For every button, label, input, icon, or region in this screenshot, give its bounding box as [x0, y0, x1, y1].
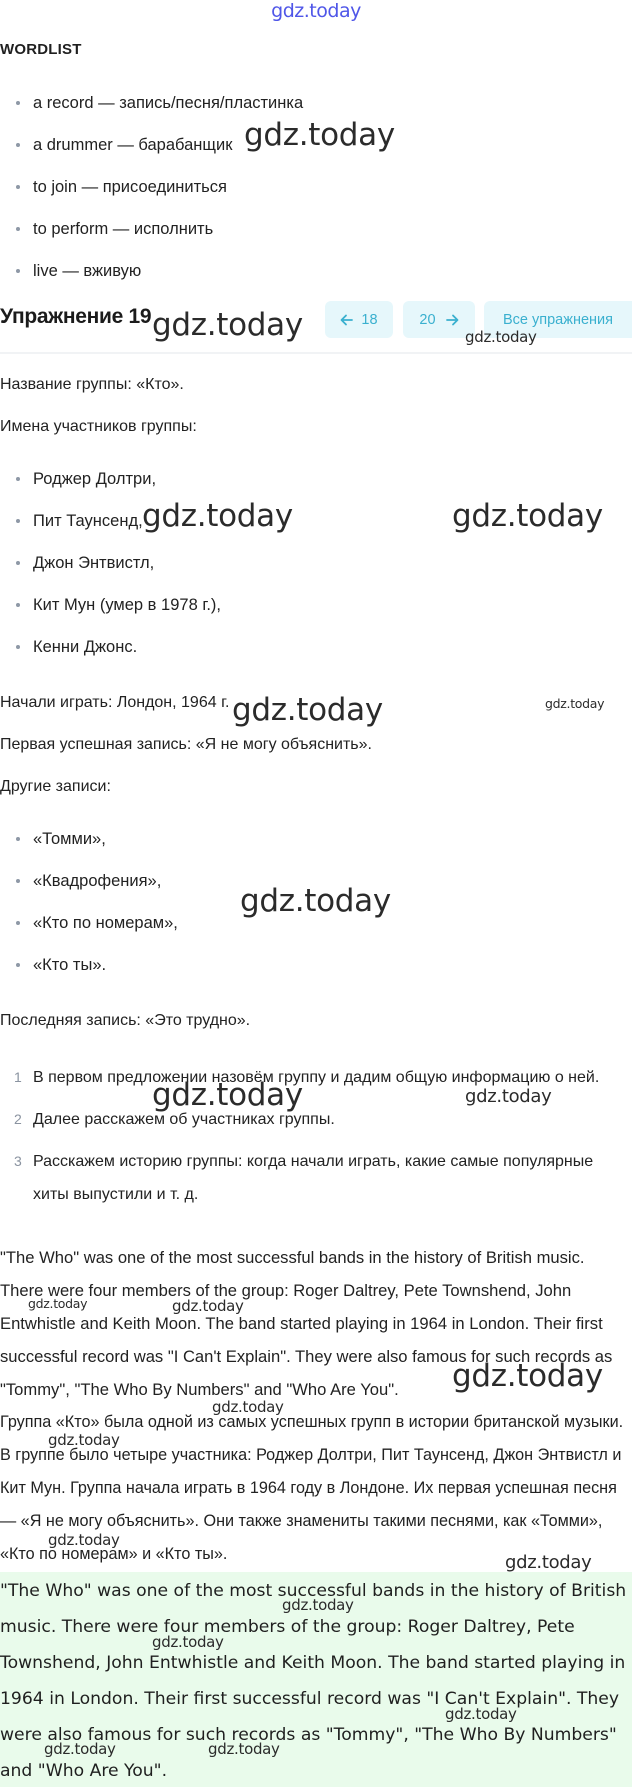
watermark: gdz.today [452, 498, 603, 534]
watermark: gdz.today [48, 1531, 120, 1549]
prev-exercise-label: 18 [361, 311, 378, 328]
essay-english: "The Who" was one of the most successful bands in the history of British music. There were four members of the group: Roger Daltrey, Pete Townshend, John Entwhistle and Keith Moon. The band started playing in 1964 in London. Their first successful record was "I Can't Explain". They were also famous for such records as "Tommy", "The Who By Numbers" and "Who Are You". [0, 1248, 613, 1399]
other-records-label: Другие записи: [0, 778, 111, 795]
watermark: gdz.today [505, 1552, 592, 1573]
watermark: gdz.today [465, 328, 537, 346]
list-item: to join — присоединиться [0, 176, 303, 218]
watermark: gdz.today [445, 1705, 517, 1723]
watermark: gdz.today [545, 696, 605, 711]
last-record-info: Последняя запись: «Это трудно». [0, 1012, 251, 1029]
watermark: gdz.today [282, 1596, 354, 1614]
prev-exercise-button[interactable] [325, 301, 393, 338]
list-item [0, 1145, 613, 1211]
arrow-right-icon [446, 314, 459, 326]
essay-english-highlighted: "The Who" was one of the most successful bands in the history of British music. There were four members of the group: Roger Daltrey, Pete Townshend, John Entwhistle and Keith Moon. The band started playing in 1964 in London. Their first successful record was "I Can't Explain". They were also famous for such records as "Tommy", "The Who By Numbers" and "Who Are You". [0, 1581, 627, 1781]
list-item: Пит Таунсенд, [0, 510, 221, 552]
list-item: Джон Энтвистл, [0, 552, 221, 594]
arrow-left-icon [340, 314, 353, 326]
step-number: 3 [14, 1153, 22, 1169]
list-item: a drummer — барабанщик [0, 134, 303, 176]
started-info: Начали играть: Лондон, 1964 г. [0, 694, 230, 711]
steps-list [0, 1061, 613, 1211]
first-record-info: Первая успешная запись: «Я не могу объяснить». [0, 736, 372, 753]
watermark: gdz.today [172, 1297, 244, 1315]
list-item: «Кто ты». [0, 954, 178, 996]
step-number: 1 [14, 1069, 22, 1085]
watermark: gdz.today [465, 1086, 552, 1107]
all-exercises-label: Все упражнения [503, 311, 613, 328]
list-item [0, 1103, 613, 1136]
list-item: Кенни Джонс. [0, 636, 221, 678]
watermark: gdz.today [452, 1358, 603, 1394]
other-records-list [0, 828, 178, 996]
watermark: gdz.today [240, 883, 391, 919]
watermark: gdz.today [244, 117, 395, 153]
members-label: Имена участников группы: [0, 418, 197, 435]
list-item: to perform — исполнить [0, 218, 303, 260]
watermark: gdz.today [212, 1398, 284, 1416]
next-exercise-label: 20 [419, 311, 436, 328]
step-text: Далее расскажем об участниках группы. [33, 1111, 335, 1128]
watermark: gdz.today [44, 1740, 116, 1758]
divider [0, 352, 632, 354]
list-item: «Квадрофения», [0, 870, 178, 912]
site-logo[interactable]: gdz.today [271, 0, 361, 22]
page-title: Упражнение 19 [0, 305, 152, 328]
list-item: a record — запись/песня/пластинка [0, 92, 303, 134]
wordlist-heading: WORDLIST [0, 41, 82, 58]
step-text: В первом предложении назовём группу и дадим общую информацию о ней. [33, 1069, 600, 1086]
list-item: live — вживую [0, 260, 303, 302]
watermark: gdz.today [48, 1431, 120, 1449]
list-item: «Томми», [0, 828, 178, 870]
watermark: gdz.today [232, 692, 383, 728]
list-item: Кит Мун (умер в 1978 г.), [0, 594, 221, 636]
watermark: gdz.today [208, 1740, 280, 1758]
band-name: Название группы: «Кто». [0, 376, 184, 393]
essay-russian: Группа «Кто» была одной из самых успешных групп в истории британской музыки. В группе было четыре участника: Роджер Долтри, Пит Таунсенд, Джон Энтвистл и Кит Мун. Группа начала играть в 1964 году в Лондоне. Их первая успешная песня — «Я не могу объяснить». Они также знамениты такими песнями, как «Томми», «Кто по номерам» и «Кто ты». [0, 1413, 624, 1563]
watermark: gdz.today [152, 307, 303, 343]
list-item: Роджер Долтри, [0, 468, 221, 510]
watermark: gdz.today [152, 1633, 224, 1651]
step-text: Расскажем историю группы: когда начали играть, какие самые популярные хиты выпустили и т. д. [33, 1153, 594, 1203]
watermark: gdz.today [142, 498, 293, 534]
step-number: 2 [14, 1111, 22, 1127]
watermark: gdz.today [152, 1077, 303, 1113]
list-item: «Кто по номерам», [0, 912, 178, 954]
watermark: gdz.today [28, 1296, 88, 1311]
